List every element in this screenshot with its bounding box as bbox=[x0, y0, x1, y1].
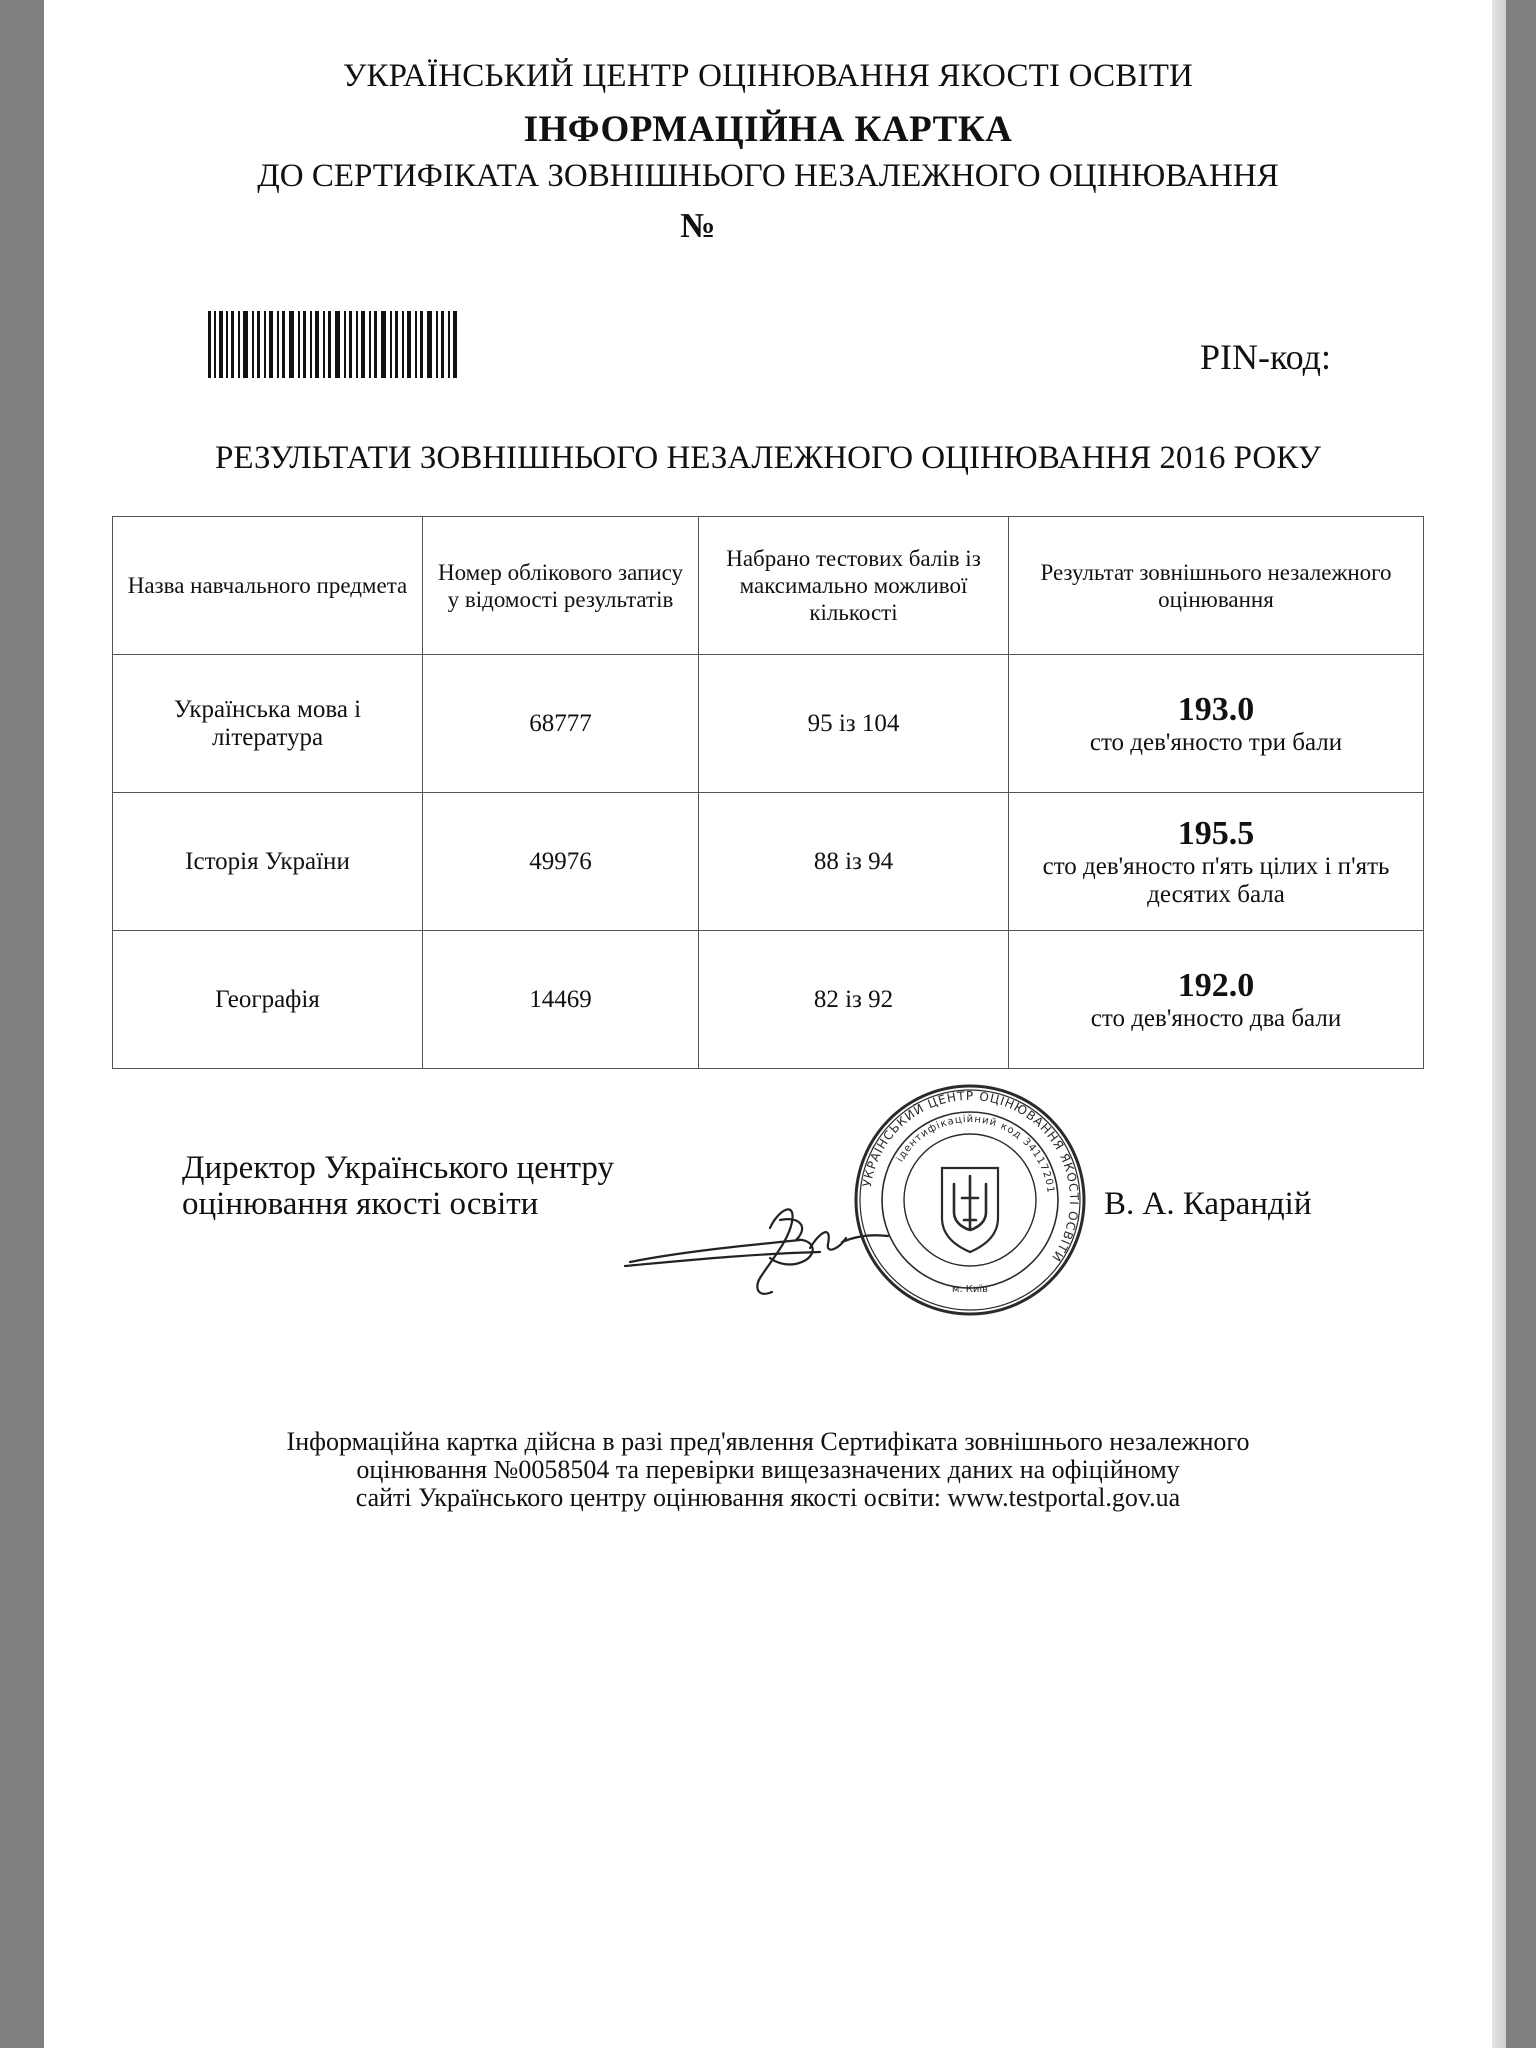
coat-of-arms-icon bbox=[942, 1168, 998, 1252]
stamp-outer-text: УКРАЇНСЬКИЙ ЦЕНТР ОЦІНЮВАННЯ ЯКОСТІ ОСВІТИ bbox=[859, 1088, 1082, 1265]
footer-line2: оцінювання №0058504 та перевірки вищезазначених даних на офіційному bbox=[356, 1455, 1180, 1484]
director-title-line1: Директор Українського центру bbox=[182, 1150, 614, 1186]
score-value: 193.0 bbox=[1177, 690, 1255, 728]
stamp-city-text: м. Київ bbox=[951, 1284, 989, 1295]
results-heading: РЕЗУЛЬТАТИ ЗОВНІШНЬОГО НЕЗАЛЕЖНОГО ОЦІНЮВАННЯ 2016 РОКУ bbox=[215, 440, 1321, 476]
header-subject: Назва навчального предмета bbox=[113, 517, 423, 655]
footer-note bbox=[0, 1428, 1536, 1512]
points-cell: 95 із 104 bbox=[699, 655, 1009, 793]
table-row bbox=[113, 931, 1424, 1069]
results-table bbox=[112, 516, 1424, 1069]
subject-cell: Українська мова і література bbox=[113, 655, 423, 793]
footer-line1: Інформаційна картка дійсна в разі пред'явлення Сертифіката зовнішнього незалежного bbox=[286, 1427, 1250, 1456]
organization-name: УКРАЇНСЬКИЙ ЦЕНТР ОЦІНЮВАННЯ ЯКОСТІ ОСВІТИ bbox=[342, 58, 1194, 94]
barcode bbox=[208, 311, 458, 378]
director-title-line2: оцінювання якості освіти bbox=[182, 1186, 539, 1222]
official-seal-stamp bbox=[850, 1080, 1090, 1320]
score-words: сто дев'яносто три бали bbox=[1089, 728, 1343, 756]
score-value: 195.5 bbox=[1177, 814, 1255, 852]
header-points: Набрано тестових балів із максимально можливої кількості bbox=[699, 517, 1009, 655]
header-record-number: Номер облікового запису у відомості результатів bbox=[423, 517, 699, 655]
record-number-cell: 68777 bbox=[423, 655, 699, 793]
record-number-cell: 49976 bbox=[423, 793, 699, 931]
score-value: 192.0 bbox=[1177, 966, 1255, 1004]
result-cell bbox=[1009, 793, 1424, 931]
subject-cell: Географія bbox=[113, 931, 423, 1069]
points-cell: 82 із 92 bbox=[699, 931, 1009, 1069]
page-edge-shadow bbox=[1492, 0, 1506, 2048]
table-header-row bbox=[113, 517, 1424, 655]
points-cell: 88 із 94 bbox=[699, 793, 1009, 931]
stamp-inner-text: ідентифікаційний код 34117201 bbox=[894, 1113, 1056, 1195]
director-title bbox=[182, 1150, 614, 1222]
score-words: сто дев'яносто п'ять цілих і п'ять десятих бала bbox=[1042, 852, 1390, 908]
document-subtitle: ДО СЕРТИФІКАТА ЗОВНІШНЬОГО НЕЗАЛЕЖНОГО ОЦІНЮВАННЯ bbox=[257, 158, 1279, 194]
table-row bbox=[113, 655, 1424, 793]
document-title: ІНФОРМАЦІЙНА КАРТКА bbox=[523, 109, 1013, 150]
result-cell bbox=[1009, 931, 1424, 1069]
certificate-number-sign: № bbox=[680, 206, 716, 245]
score-words: сто дев'яносто два бали bbox=[1090, 1004, 1342, 1032]
svg-text:ідентифікаційний код 34117201 bbox=[894, 1113, 1056, 1194]
footer-line3: сайті Українського центру оцінювання якості освіти: www.testportal.gov.ua bbox=[355, 1483, 1181, 1512]
record-number-cell: 14469 bbox=[423, 931, 699, 1069]
subject-cell: Історія України bbox=[113, 793, 423, 931]
header-result: Результат зовнішнього незалежного оцінювання bbox=[1009, 517, 1424, 655]
result-cell bbox=[1009, 655, 1424, 793]
pin-code-label: PIN-код: bbox=[1200, 337, 1331, 377]
table-row bbox=[113, 793, 1424, 931]
director-name: В. А. Карандій bbox=[1104, 1186, 1312, 1222]
